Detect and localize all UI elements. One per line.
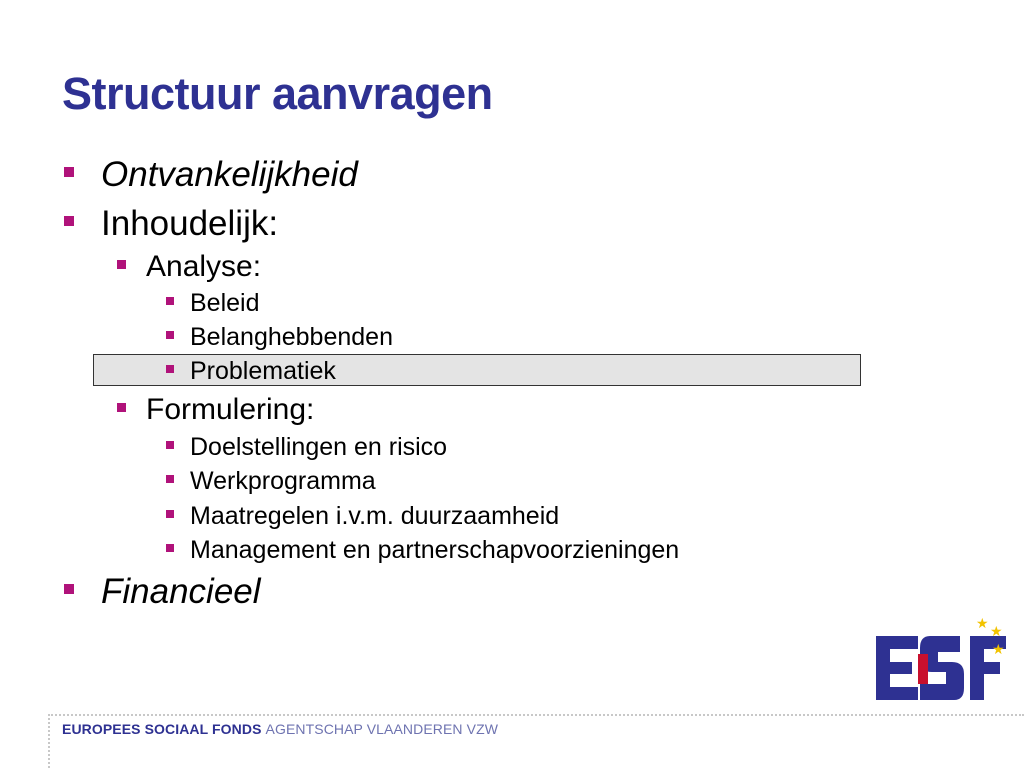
bullet-doelstellingen [190, 432, 447, 462]
bullet-text: Ontvankelijkheid [101, 155, 358, 194]
bullet-marker [166, 475, 174, 483]
svg-text:★: ★ [992, 642, 1005, 658]
bullet-financieel [101, 572, 261, 612]
bullet-beleid [190, 288, 260, 318]
bullet-maatregelen [190, 501, 559, 531]
bullet-text: Inhoudelijk: [101, 204, 279, 243]
bullet-text: Formulering: [146, 393, 315, 426]
svg-text:★: ★ [976, 616, 989, 632]
bullet-ontvankelijkheid [101, 155, 358, 195]
bullet-marker [166, 441, 174, 449]
bullet-text: Beleid [190, 289, 260, 317]
bullet-inhoudelijk [101, 204, 278, 244]
bullet-text: Management en partnerschapvoorzieningen [190, 536, 680, 564]
svg-text:★: ★ [990, 624, 1003, 640]
bullet-werkprogramma [190, 466, 376, 496]
bullet-text: Problematiek [190, 357, 336, 385]
bullet-text: Werkprogramma [190, 467, 376, 495]
footer-agency-name: AGENTSCHAP VLAANDEREN VZW [265, 721, 499, 737]
bullet-marker [166, 510, 174, 518]
footer-divider [48, 714, 1024, 716]
bullet-text: Analyse: [146, 250, 262, 283]
bullet-marker [166, 365, 174, 373]
bullet-marker [64, 167, 74, 177]
bullet-marker [117, 403, 126, 412]
bullet-text: Financieel [101, 572, 261, 611]
bullet-text: Belanghebbenden [190, 323, 393, 351]
bullet-marker [64, 584, 74, 594]
bullet-management [190, 535, 679, 565]
footer-org-name: EUROPEES SOCIAAL FONDS [62, 721, 262, 737]
footer-text [62, 721, 498, 737]
bullet-text: Maatregelen i.v.m. duurzaamheid [190, 502, 560, 530]
slide-title: Structuur aanvragen [62, 68, 493, 119]
bullet-marker [166, 297, 174, 305]
bullet-marker [64, 216, 74, 226]
footer-divider-vertical [48, 714, 50, 768]
esf-logo [874, 614, 1008, 702]
bullet-marker [166, 331, 174, 339]
bullet-belanghebbenden [190, 322, 393, 352]
bullet-marker [166, 544, 174, 552]
bullet-problematiek [190, 356, 336, 386]
bullet-formulering [146, 393, 314, 427]
bullet-analyse [146, 250, 261, 284]
bullet-text: Doelstellingen en risico [190, 433, 448, 461]
bullet-marker [117, 260, 126, 269]
